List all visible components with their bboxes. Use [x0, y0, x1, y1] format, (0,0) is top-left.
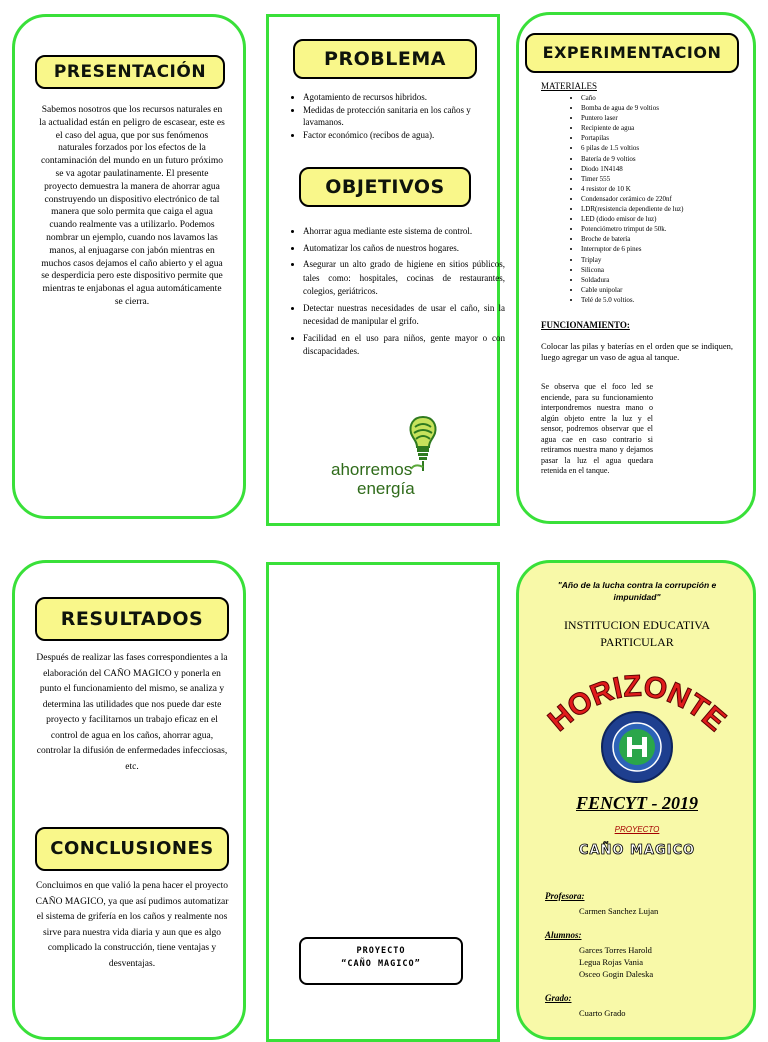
- material-item: • LDR(resistencia dependiente de luz): [581, 204, 761, 214]
- material-item: • Batería de 9 voltios: [581, 154, 761, 164]
- materiales-label: MATERIALES: [541, 81, 597, 91]
- materiales-list: [559, 93, 761, 305]
- material-item: • Condensador cerámico de 220nf: [581, 194, 761, 204]
- alumnos-label: Alumnos:: [545, 930, 582, 940]
- logo-line-1: ahorremos: [331, 460, 413, 479]
- panel-experimentacion: [516, 12, 756, 524]
- profesora-name: Carmen Sanchez Lujan: [579, 906, 659, 916]
- funcionamiento-label: FUNCIONAMIENTO:: [541, 320, 630, 330]
- objetivos-item: • Ahorrar agua mediante este sistema de control.: [303, 225, 505, 239]
- presentacion-title: PRESENTACIÓN: [35, 55, 225, 89]
- material-item: • Cable unipolar: [581, 285, 761, 295]
- objetivos-item: • Asegurar un alto grado de higiene en sitios públicos, tales como: hospitales, cocinas de restaurantes, colegios, geriátricos.: [303, 258, 505, 299]
- back-cover-line-1: PROYECTO: [356, 946, 406, 956]
- material-item: • 6 pilas de 1.5 voltios: [581, 143, 761, 153]
- school-emblem: [601, 711, 673, 783]
- material-item: • Puntero laser: [581, 113, 761, 123]
- material-item: • Potenciómetro trimput de 50k.: [581, 224, 761, 234]
- grado-label: Grado:: [545, 993, 572, 1003]
- conclusiones-text: Concluimos en que valió la pena hacer el proyecto CAÑO MAGICO, ya que así pudimos automatizar el sistema de grifería en los caños y realmente nos sirve para nuestra vida diaria y aun que es algo complicado la construcción, tiene ventajas y desventajas.: [35, 881, 229, 969]
- panel-problema-objetivos: [266, 14, 505, 526]
- material-item: • Interruptor de 6 pines: [581, 244, 761, 254]
- material-item: • Triplay: [581, 255, 761, 265]
- material-item: • Recipiente de agua: [581, 123, 761, 133]
- material-item: • Soldadura: [581, 275, 761, 285]
- problema-list: [281, 91, 503, 141]
- material-item: • Silicona: [581, 265, 761, 275]
- experimentacion-title: EXPERIMENTACION: [525, 33, 739, 73]
- objetivos-item: • Facilidad en el uso para niños, gente mayor o con discapacidades.: [303, 332, 505, 359]
- funcionamiento-paragraph-1: Colocar las pilas y baterías en el orden que se indiquen, luego agregar un vaso de agua al tanque.: [541, 341, 733, 362]
- material-item: • Bomba de agua de 9 voltios: [581, 103, 761, 113]
- panel-back-cover: [266, 562, 500, 1042]
- material-item: • Diodo 1N4148: [581, 164, 761, 174]
- funcionamiento-paragraph-2: Se observa que el foco led se enciende, para su funcionamiento interpondremos nuestra mano o algún objeto entre la luz y el sensor, podremos observar que el agua cae en caso contrario si retiramos nuestra mano y dejamos pasar la luz el agua quedara retenida en el tanque.: [541, 382, 653, 475]
- alumno-name: Legua Rojas Vania: [579, 957, 644, 967]
- problema-item: • Factor económico (recibos de agua).: [303, 129, 503, 142]
- back-cover-project-box: [299, 937, 463, 985]
- material-item: • Broche de batería: [581, 234, 761, 244]
- cover-event: FENCYT - 2019: [575, 793, 698, 813]
- material-item: • Portapilas: [581, 133, 761, 143]
- resultados-text: Después de realizar las fases correspondientes a la elaboración del CAÑO MAGICO y ponerla en punto el funcionamiento del mismo, se analiza y determina las utilidades que nos puede dar este proyecto y facilitarnos un trabajo eficaz en el control de agua en los caños, ahorrar agua, controlar la difusión de enfermedades infecciosas, etc.: [36, 653, 228, 772]
- objetivos-list: [281, 225, 505, 362]
- panel-presentacion: [12, 14, 246, 519]
- presentacion-text: Sabemos nosotros que los recursos naturales en la actualidad están en peligro de escasear, este es el caso del agua, que por sus fenómenos naturales forzados por los efectos de la contaminación del mundo en un futuro próximo se va agotar paulatinamente. El presente proyecto demuestra la manera de ahorrar agua construyendo un dispositivo electrónico de tal manera que solo permita que caiga el agua cuando realmente vas a utilizarlo. Podemos nombrar un ejemplo, cuando nos lavamos las manos, al enjuagarse con jabón mientras en muchos casos dejamos el caño abierto y el agua se desperdicia pero este dispositivo permite que mientras te enjabonas el agua automáticamente se cierra.: [39, 105, 225, 307]
- objetivos-title: OBJETIVOS: [299, 167, 471, 207]
- objetivos-item: • Detectar nuestras necesidades de usar el caño, sin la necesidad de manipular el grifo.: [303, 302, 505, 329]
- cover-proyecto-label: PROYECTO: [614, 825, 660, 834]
- profesora-label: Profesora:: [545, 891, 585, 901]
- school-name: HORIZONTE: [542, 669, 732, 738]
- alumno-name: Osceo Gogin Daleska: [579, 969, 654, 979]
- problema-title: PROBLEMA: [293, 39, 477, 79]
- problema-item: • Medidas de protección sanitaria en los caños y lavamanos.: [303, 104, 503, 129]
- material-item: • LED (diodo emisor de luz): [581, 214, 761, 224]
- panel-resultados-conclusiones: [12, 560, 246, 1040]
- material-item: • Timer 555: [581, 174, 761, 184]
- cover-institution: INSTITUCION EDUCATIVA PARTICULAR: [563, 618, 711, 649]
- cover-project-name: CAÑO MAGICO: [578, 843, 696, 858]
- objetivos-item: • Automatizar los caños de nuestros hogares.: [303, 242, 505, 256]
- back-cover-line-2: “CAÑO MAGICO”: [341, 959, 421, 969]
- ahorremos-energia-logo: [331, 415, 441, 507]
- material-item: • Telé de 5.0 voltios.: [581, 295, 761, 305]
- conclusiones-title: CONCLUSIONES: [35, 827, 229, 871]
- grado-value: Cuarto Grado: [579, 1008, 626, 1018]
- problema-item: • Agotamiento de recursos hibridos.: [303, 91, 503, 104]
- alumno-name: Garces Torres Harold: [579, 945, 652, 955]
- material-item: • 4 resistor de 10 K: [581, 184, 761, 194]
- panel-front-cover: [516, 560, 756, 1040]
- cover-motto: "Año de la lucha contra la corrupción e impunidad": [557, 580, 717, 602]
- material-item: • Caño: [581, 93, 761, 103]
- resultados-title: RESULTADOS: [35, 597, 229, 641]
- logo-line-2: energía: [357, 479, 415, 498]
